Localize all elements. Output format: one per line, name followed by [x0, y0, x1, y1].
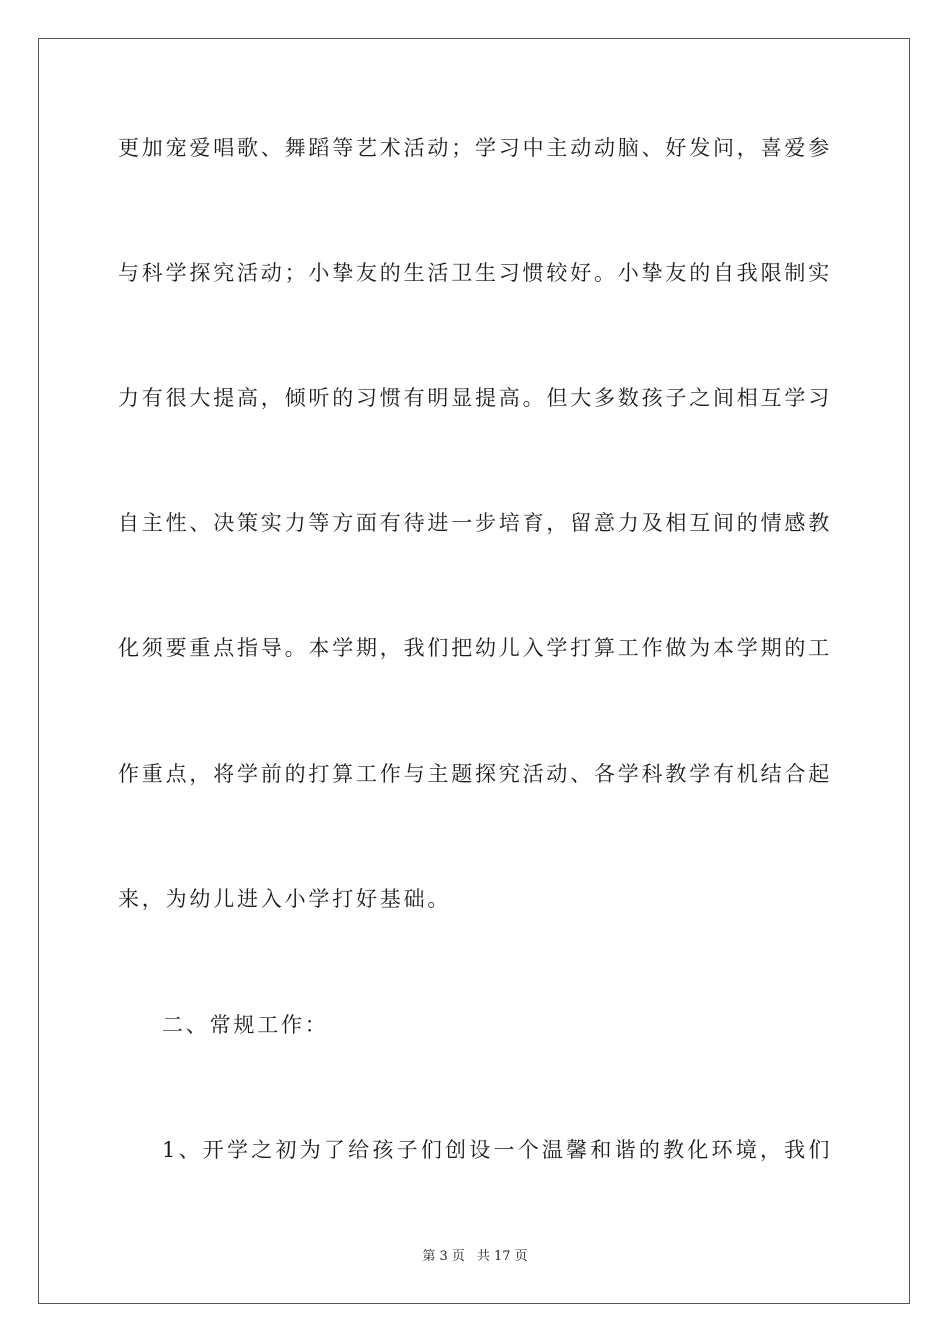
body-line-4: 自主性、决策实力等方面有待进一步培育，留意力及相互间的情感教: [118, 511, 832, 535]
body-line-3: 力有很大提高，倾听的习惯有明显提高。但大多数孩子之间相互学习: [118, 386, 832, 410]
body-line-1: 更加宠爱唱歌、舞蹈等艺术活动；学习中主动动脑、好发问，喜爱参: [118, 136, 832, 160]
body-line-5: 化须要重点指导。本学期，我们把幼儿入学打算工作做为本学期的工: [118, 636, 832, 660]
page-number: 第 3 页: [422, 1249, 465, 1264]
page-frame: [38, 38, 910, 1304]
body-line-7: 来，为幼儿进入小学打好基础。: [118, 887, 452, 911]
page-total: 共 17 页: [476, 1249, 528, 1264]
section-heading: 二、常规工作：: [162, 1013, 329, 1037]
item-1-first-line: 1、开学之初为了给孩子们创设一个温馨和谐的教化环境，我们: [162, 1138, 832, 1162]
body-line-2: 与科学探究活动；小挚友的生活卫生习惯较好。小挚友的自我限制实: [118, 261, 832, 285]
page-footer: [0, 1248, 950, 1266]
body-line-6: 作重点，将学前的打算工作与主题探究活动、各学科教学有机结合起: [118, 762, 832, 786]
